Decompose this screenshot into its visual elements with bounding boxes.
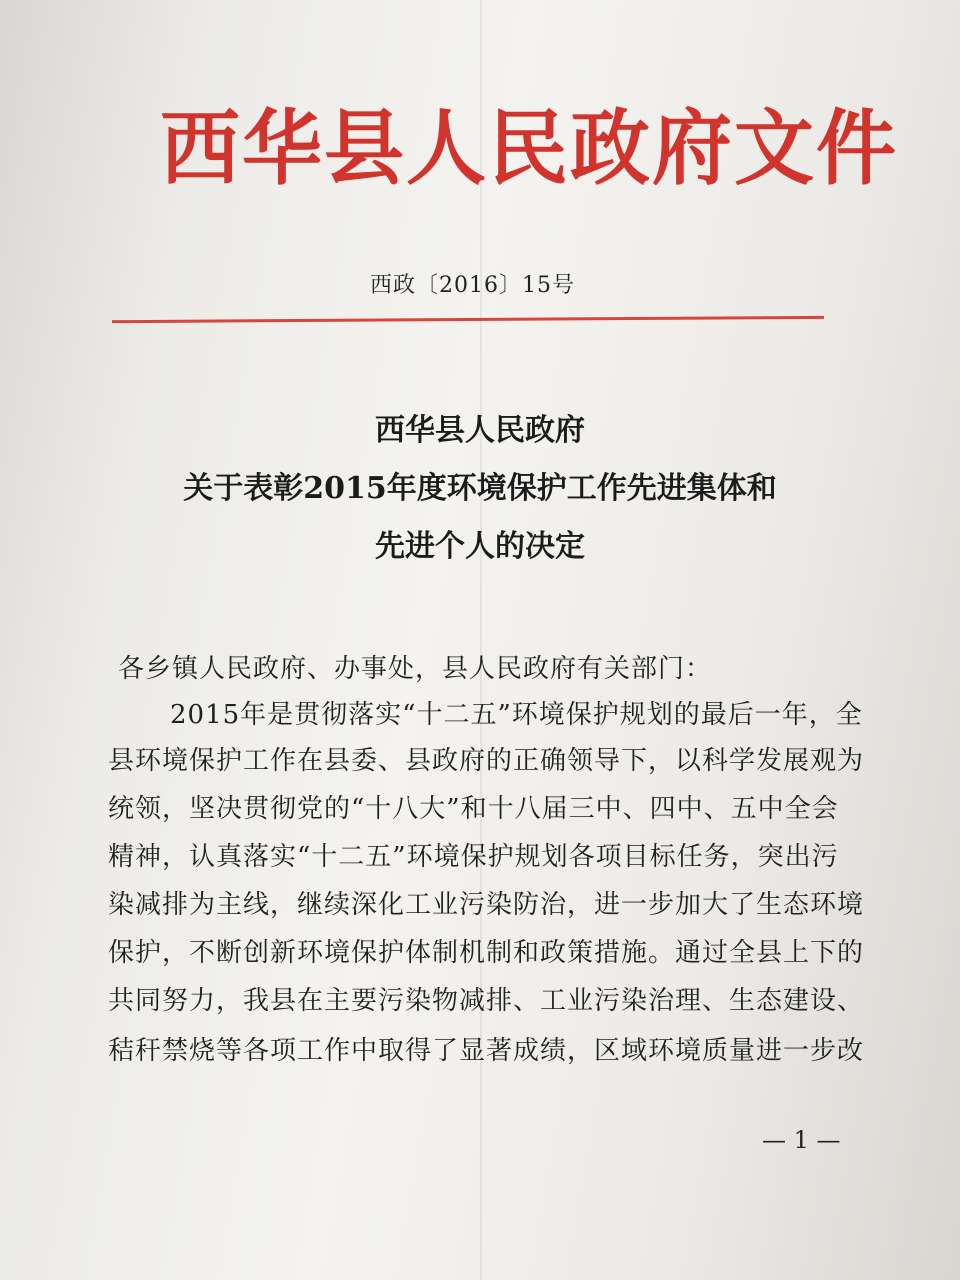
page-number: — 1 — <box>762 1126 841 1154</box>
body-line-8: 秸秆禁烧等各项工作中取得了显著成绩，区域环境质量进一步改 <box>108 1036 865 1066</box>
title-line-2: 关于表彰2015年度环境保护工作先进集体和 <box>183 471 777 506</box>
body-line-6: 保护，不断创新环境保护体制机制和政策措施。通过全县上下的 <box>108 938 865 968</box>
salutation: 各乡镇人民政府、办事处，县人民政府有关部门： <box>118 654 713 684</box>
body-line-3: 统领，坚决贯彻党的“十八大”和十八届三中、四中、五中全会 <box>108 794 839 824</box>
document-number: 西政〔2016〕15号 <box>370 273 575 298</box>
body-line-1: 2015年是贯彻落实“十二五”环境保护规划的最后一年，全 <box>170 700 863 730</box>
red-divider-line <box>112 316 824 323</box>
document-masthead: 西华县人民政府文件 <box>160 100 898 196</box>
body-line-7: 共同努力，我县在主要污染物减排、工业污染治理、生态建设、 <box>108 986 865 1016</box>
body-line-5: 染减排为主线，继续深化工业污染防治，进一步加大了生态环境 <box>108 890 865 920</box>
title-line-3: 先进个人的决定 <box>375 529 585 564</box>
body-line-4: 精神，认真落实“十二五”环境保护规划各项目标任务，突出污 <box>108 842 839 872</box>
title-line-1: 西华县人民政府 <box>375 413 585 448</box>
body-line-2: 县环境保护工作在县委、县政府的正确领导下，以科学发展观为 <box>108 746 865 776</box>
